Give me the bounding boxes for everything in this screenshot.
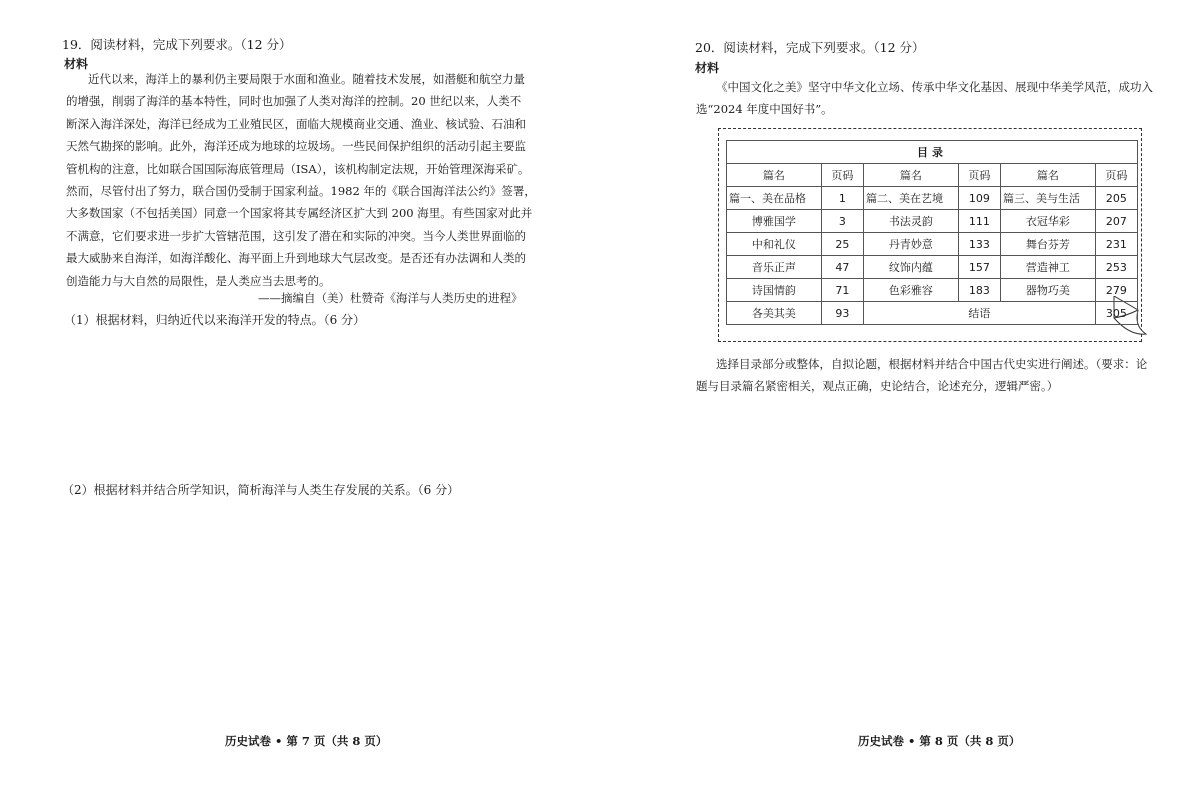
instruction-line: 选择目录部分或整体，自拟论题，根据材料并结合中国古代史实进行阐述。（要求：论 — [716, 357, 1148, 371]
toc-chapter: 博雅国学 — [727, 210, 822, 233]
toc-page: 109 — [958, 187, 1000, 210]
toc-chapter: 衣冠华彩 — [1000, 210, 1095, 233]
material-paragraph — [66, 68, 536, 292]
toc-header: 页码 — [821, 164, 863, 187]
toc-page: 1 — [821, 187, 863, 210]
toc-chapter: 各美其美 — [727, 302, 822, 325]
toc-row — [727, 279, 1138, 302]
sub-question-2: （2）根据材料并结合所学知识，简析海洋与人类生存发展的关系。（6 分） — [62, 483, 460, 497]
toc-page: 93 — [821, 302, 863, 325]
material-source: ——摘编自（美）杜赞奇《海洋与人类历史的进程》 — [258, 291, 523, 305]
toc-chapter: 中和礼仪 — [727, 233, 822, 256]
toc-page: 3 — [821, 210, 863, 233]
table-of-contents — [726, 140, 1138, 325]
instruction-line: 题与目录篇名紧密相关，观点正确，史论结合，论述充分，逻辑严密。） — [696, 379, 1059, 394]
toc-row — [727, 302, 1138, 325]
toc-page: 183 — [958, 279, 1000, 302]
intro-line: 选“2024 年度中国好书”。 — [696, 102, 833, 117]
page-footer: 历史试卷 • 第 8 页（共 8 页） — [858, 734, 1021, 748]
intro-line: 《中国文化之美》坚守中华文化立场、传承中华文化基因、展现中华美学风范，成功入 — [716, 80, 1153, 94]
toc-header: 篇名 — [1000, 164, 1095, 187]
sub-question-1: （1）根据材料，归纳近代以来海洋开发的特点。（6 分） — [64, 313, 366, 327]
toc-chapter: 色彩雅容 — [863, 279, 958, 302]
toc-header: 篇名 — [863, 164, 958, 187]
toc-page: 205 — [1095, 187, 1137, 210]
toc-page: 47 — [821, 256, 863, 279]
toc-row — [727, 256, 1138, 279]
toc-section: 篇二、美在艺境 — [863, 187, 958, 210]
paragraph-line: 大多数国家（不包括美国）同意一个国家将其专属经济区扩大到 200 海里。有些国家对此并 — [66, 206, 533, 221]
toc-page: 71 — [821, 279, 863, 302]
toc-page: 305 — [1095, 302, 1137, 325]
toc-chapter: 器物巧美 — [1000, 279, 1095, 302]
page-footer: 历史试卷 • 第 7 页（共 8 页） — [225, 734, 388, 748]
intro-paragraph — [696, 76, 1176, 121]
toc-row — [727, 210, 1138, 233]
question-20-title: 20．阅读材料，完成下列要求。（12 分） — [695, 40, 925, 55]
toc-chapter: 书法灵韵 — [863, 210, 958, 233]
toc-row — [727, 233, 1138, 256]
paragraph-line: 断深入海洋深处，海洋已经成为工业殖民区，面临大规模商业交通、渔业、核试验、石油和 — [66, 116, 526, 131]
toc-page: 25 — [821, 233, 863, 256]
paragraph-line: 天然气勘探的影响。此外，海洋还成为地球的垃圾场。一些民间保护组织的活动引起主要监 — [66, 139, 526, 154]
toc-conclusion: 结语 — [863, 302, 1095, 325]
toc-title: 目录 — [727, 141, 1138, 164]
material-label: 材料 — [695, 61, 720, 75]
material-label: 材料 — [64, 57, 89, 71]
toc-page: 133 — [958, 233, 1000, 256]
toc-page: 231 — [1095, 233, 1137, 256]
writing-instruction — [696, 353, 1166, 398]
toc-page: 207 — [1095, 210, 1137, 233]
toc-chapter: 舞台芬芳 — [1000, 233, 1095, 256]
paragraph-line: 最大威胁来自海洋，如海洋酸化、海平面上升到地球大气层改变。是否还有办法调和人类的 — [66, 251, 526, 266]
toc-header-row — [727, 164, 1138, 187]
exam-page-8 — [592, 0, 1184, 800]
toc-chapter: 丹青妙意 — [863, 233, 958, 256]
toc-title-row — [727, 141, 1138, 164]
question-19-title: 19．阅读材料，完成下列要求。（12 分） — [62, 37, 292, 52]
paragraph-line: 的增强，削弱了海洋的基本特性，同时也加强了人类对海洋的控制。20 世纪以来，人类不 — [66, 94, 522, 109]
toc-page: 279 — [1095, 279, 1137, 302]
toc-header: 页码 — [958, 164, 1000, 187]
toc-section: 篇三、美与生活 — [1000, 187, 1095, 210]
toc-chapter: 营造神工 — [1000, 256, 1095, 279]
toc-page: 253 — [1095, 256, 1137, 279]
paragraph-line: 近代以来，海洋上的暴利仍主要局限于水面和渔业。随着技术发展，如潜艇和航空力量 — [88, 72, 525, 86]
paragraph-line: 创造能力与大自然的局限性，是人类应当去思考的。 — [66, 273, 331, 288]
toc-chapter: 音乐正声 — [727, 256, 822, 279]
toc-page: 157 — [958, 256, 1000, 279]
toc-header: 篇名 — [727, 164, 822, 187]
toc-page: 111 — [958, 210, 1000, 233]
toc-chapter: 纹饰内蕴 — [863, 256, 958, 279]
paragraph-line: 然而，尽管付出了努力，联合国仍受制于国家利益。1982 年的《联合国海洋法公约》签署， — [66, 184, 536, 199]
paragraph-line: 不满意，它们要求进一步扩大管辖范围，这引发了潜在和实际的冲突。当今人类世界面临的 — [66, 228, 526, 243]
toc-section: 篇一、美在品格 — [727, 187, 822, 210]
paragraph-line: 管机构的注意，比如联合国国际海底管理局（ISA），该机构制定法规，开始管理深海采矿。 — [66, 161, 530, 176]
toc-header: 页码 — [1095, 164, 1137, 187]
toc-chapter: 诗国情韵 — [727, 279, 822, 302]
toc-row — [727, 187, 1138, 210]
